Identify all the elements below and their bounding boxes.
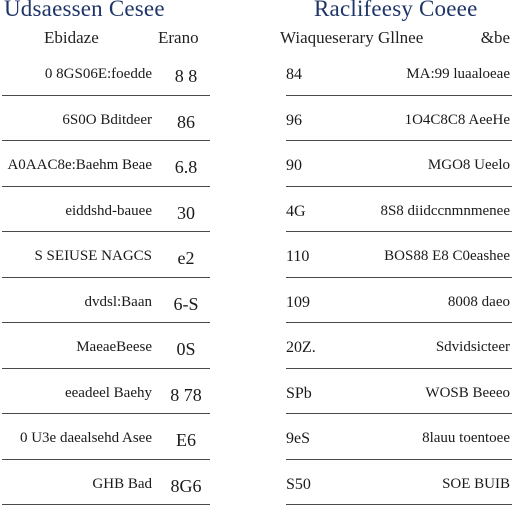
- row-number: 0S: [168, 339, 204, 360]
- row-divider: [286, 368, 512, 369]
- table-row: [284, 331, 512, 377]
- row-number: 6-S: [168, 294, 204, 315]
- row-number: S50: [286, 476, 316, 494]
- table-row: [284, 377, 512, 423]
- table-row: [284, 149, 512, 195]
- row-number: 84: [286, 66, 316, 84]
- row-number: 90: [286, 157, 316, 175]
- row-label: MGO8 Ueelo: [428, 157, 510, 174]
- table-row: [284, 468, 512, 513]
- row-divider: [286, 277, 512, 278]
- row-divider: [2, 459, 210, 460]
- table-row: [0, 377, 210, 423]
- table-row: [0, 468, 210, 513]
- row-label: 8008 daeo: [448, 294, 510, 311]
- right-table-title: Raclifeesy Coeee: [314, 0, 477, 22]
- row-label: 0 8GS06E:foedde: [45, 66, 152, 83]
- row-number: 96: [286, 112, 316, 130]
- table-row: [0, 104, 210, 150]
- row-label: Sdvidsicteer: [436, 339, 510, 356]
- row-label: WOSB Beeeo: [425, 385, 510, 402]
- row-number: 8G6: [168, 476, 204, 497]
- row-divider: [2, 504, 210, 505]
- table-row: [0, 331, 210, 377]
- row-divider: [2, 413, 210, 414]
- row-label: SOE BUIB: [442, 476, 510, 493]
- row-divider: [286, 459, 512, 460]
- row-number: 30: [168, 203, 204, 224]
- table-row: [0, 195, 210, 241]
- row-number: 110: [286, 248, 316, 266]
- row-divider: [286, 186, 512, 187]
- left-header-number: Erano: [158, 28, 199, 48]
- table-row: [284, 58, 512, 104]
- table-row: [0, 58, 210, 104]
- row-label: GHB Bad: [92, 476, 152, 493]
- row-number: E6: [168, 430, 204, 451]
- table-row: [284, 104, 512, 150]
- row-divider: [286, 140, 512, 141]
- row-number: 4G: [286, 203, 316, 221]
- row-label: 6S0O Bditdeer: [62, 112, 152, 129]
- table-row: [0, 149, 210, 195]
- row-label: eeadeel Baehy: [65, 385, 152, 402]
- table-row: [284, 240, 512, 286]
- left-header-name: Ebidaze: [44, 28, 99, 48]
- row-divider: [2, 95, 210, 96]
- row-divider: [2, 231, 210, 232]
- table-row: [284, 286, 512, 332]
- right-header-code: &be: [481, 28, 510, 48]
- row-number: 86: [168, 112, 204, 133]
- row-number: 6.8: [168, 157, 204, 178]
- row-number: 20Z.: [286, 339, 316, 357]
- table-row: [284, 422, 512, 468]
- left-table-title: Udsaessen Cesee: [4, 0, 165, 22]
- table-row: [0, 286, 210, 332]
- row-number: e2: [168, 248, 204, 269]
- left-table-header: [0, 28, 210, 52]
- row-divider: [286, 504, 512, 505]
- row-label: S SEIUSE NAGCS: [34, 248, 152, 265]
- right-table-rows: [284, 58, 512, 513]
- row-number: 109: [286, 294, 316, 312]
- table-row: [0, 422, 210, 468]
- row-divider: [2, 277, 210, 278]
- right-header-name: Wiaqueserary Gllnee: [280, 28, 423, 48]
- right-table-header: [284, 28, 512, 52]
- row-divider: [2, 322, 210, 323]
- row-number: SPb: [286, 385, 316, 403]
- table-row: [0, 240, 210, 286]
- row-label: dvdsl:Baan: [85, 294, 153, 311]
- row-label: MaeaeBeese: [76, 339, 152, 356]
- row-label: 0 U3e daealsehd Asee: [20, 430, 152, 447]
- row-label: A0AAC8e:Baehm Beae: [7, 157, 152, 174]
- row-divider: [286, 95, 512, 96]
- row-label: 8lauu toentoee: [422, 430, 510, 447]
- row-label: BOS88 E8 C0eashee: [384, 248, 510, 265]
- row-divider: [286, 413, 512, 414]
- row-divider: [2, 368, 210, 369]
- row-divider: [286, 322, 512, 323]
- row-divider: [2, 186, 210, 187]
- row-number: 8 78: [168, 385, 204, 406]
- row-label: 8S8 diidccnmnmenee: [380, 203, 510, 220]
- row-label: 1O4C8C8 AeeHe: [405, 112, 510, 129]
- table-row: [284, 195, 512, 241]
- row-divider: [286, 231, 512, 232]
- row-divider: [2, 140, 210, 141]
- row-number: 9eS: [286, 430, 316, 448]
- row-label: eiddshd-bauee: [65, 203, 152, 220]
- row-label: MA:99 luaaloeae: [406, 66, 510, 83]
- row-number: 8 8: [168, 66, 204, 87]
- left-table-rows: [0, 58, 210, 513]
